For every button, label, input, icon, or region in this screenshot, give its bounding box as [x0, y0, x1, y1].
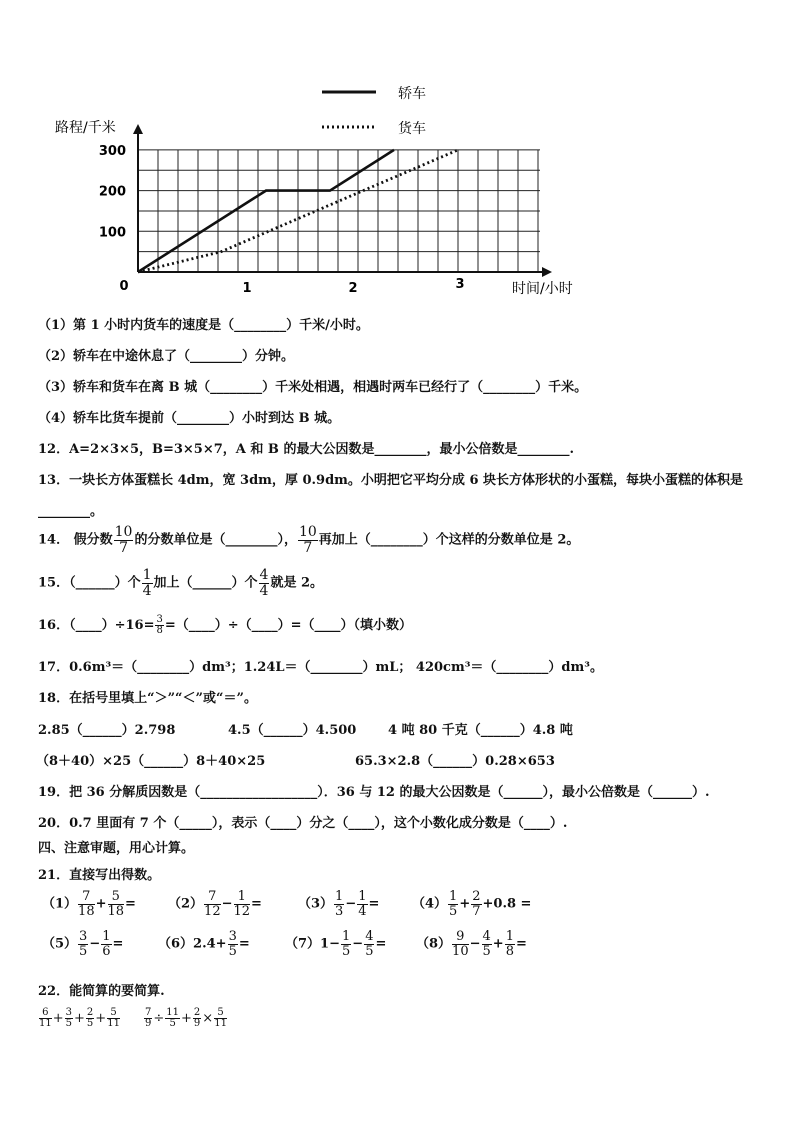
q14-text-c: 再加上（________）个这样的分数单位是 2。: [318, 532, 580, 548]
q14-text-b: 的分数单位是（________），: [134, 532, 297, 548]
q11-part1: （1）第 1 小时内货车的速度是（________）千米/小时。: [38, 318, 369, 333]
q14-fraction-2: $\frac{10}{7}$: [298, 524, 317, 556]
q16-text-b: =（____）÷（____）=（____）（填小数）: [164, 618, 413, 633]
question-16: [38, 614, 412, 636]
question-21-title: 21．直接写出得数。: [38, 868, 161, 883]
q15-fraction-2: $\frac{4}{4}$: [259, 567, 269, 599]
q18-row2-item2: 65.3×2.8（______）0.28×653: [355, 754, 555, 769]
q15-text-a: 15．（______）个: [38, 575, 141, 591]
y-tick-label: 200: [98, 184, 126, 200]
question-13-line2: ________。: [38, 504, 104, 519]
q15-text-b: 加上（______）个: [153, 575, 258, 591]
question-13-line1: 13．一块长方体蛋糕长 4dm，宽 3dm，厚 0.9dm。小明把它平均分成 6 块长方体形状的小蛋糕，每块小蛋糕的体积是: [38, 473, 744, 488]
chart-axes: [133, 124, 552, 277]
q21-item-7: （7）1− $\frac{1}{5}$ − $\frac{4}{5}$ =: [285, 929, 387, 959]
q21-item-8: （8） $\frac{9}{10}$ − $\frac{4}{5}$ + $\frac{1}{8}$ =: [416, 929, 527, 959]
y-tick-label: 300: [98, 143, 126, 159]
q11-part2: （2）轿车在中途休息了（________）分钟。: [38, 349, 295, 364]
distance-time-chart: [0, 0, 794, 310]
question-15: [38, 568, 323, 598]
q11-part3: （3）轿车和货车在离 B 城（________）千米处相遇，相遇时两车已经行了（________）千米。: [38, 380, 588, 395]
q21-item-1: （1） $\frac{7}{18}$ + $\frac{5}{18}$ =: [42, 889, 136, 919]
q22-expression-2: $\frac{7}{9}$ ÷ $\frac{11}{5}$ + $\frac{2}{9}$ × $\frac{5}{11}$: [145, 1007, 227, 1029]
y-axis-arrow: [133, 124, 143, 134]
question-19: 19．把 36 分解质因数是（__________________）．36 与 12 的最大公因数是（______），最小公倍数是（______）.: [38, 785, 710, 800]
q16-fraction: $\frac{3}{8}$: [156, 614, 163, 636]
q15-fraction-1: $\frac{1}{4}$: [142, 567, 152, 599]
legend-label-car: 轿车: [398, 86, 426, 102]
q21-item-4: （4） $\frac{1}{5}$ + $\frac{2}{7}$ +0.8 =: [412, 889, 532, 919]
q15-text-c: 就是 2。: [270, 575, 324, 591]
question-14: [38, 525, 579, 555]
q21-item-5: （5） $\frac{3}{5}$ − $\frac{1}{6}$ =: [42, 929, 124, 959]
x-axis-arrow: [542, 267, 552, 277]
q11-part4: （4）轿车比货车提前（________）小时到达 B 城。: [38, 411, 341, 426]
q18-row1-item2: 4.5（______）4.500: [228, 723, 357, 738]
q21-item-2: （2） $\frac{7}{12}$ − $\frac{1}{12}$ =: [168, 889, 262, 919]
section-4-heading: 四、注意审题，用心计算。: [38, 841, 195, 856]
x-tick-label: 1: [242, 281, 252, 296]
legend-label-truck: 货车: [398, 121, 426, 137]
chart-grid: [138, 150, 540, 272]
q21-item-3: （3） $\frac{1}{3}$ − $\frac{1}{4}$ =: [298, 889, 380, 919]
question-22-title: 22．能简算的要简算.: [38, 984, 165, 999]
x-tick-label: 3: [455, 277, 465, 292]
question-20: 20．0.7 里面有 7 个（_____），表示（____）分之（____），这个小数化成分数是（____）.: [38, 816, 568, 831]
chart-tick-labels: [99, 144, 465, 296]
q21-item-6: （6）2.4+ $\frac{3}{5}$ =: [158, 929, 250, 959]
q16-text-a: 16．（____）÷16=: [38, 618, 155, 633]
q18-row1-item1: 2.85（______）2.798: [38, 723, 176, 738]
question-12: 12．A=2×3×5，B=3×5×7，A 和 B 的最大公因数是________，最小公倍数是________.: [38, 442, 574, 457]
question-17: 17．0.6m³＝（________）dm³；1.24L＝（________）mL； 420cm³＝（________）dm³。: [38, 660, 603, 675]
y-tick-label: 100: [98, 225, 126, 241]
x-tick-label: 2: [348, 281, 358, 296]
q18-row1-item3: 4 吨 80 千克（______）4.8 吨: [388, 723, 573, 738]
q14-text-a: 14． 假分数: [38, 532, 113, 548]
x-tick-label: 0: [119, 279, 129, 294]
q18-row2-item1: （8＋40）×25（______）8＋40×25: [36, 754, 266, 769]
question-18-title: 18．在括号里填上“＞”“＜”或“＝”。: [38, 691, 257, 706]
y-axis-label: 路程/千米: [55, 120, 116, 136]
x-axis-label: 时间/小时: [512, 281, 573, 297]
q22-expression-1: $\frac{6}{11}$ + $\frac{3}{5}$ + $\frac{2}{5}$ + $\frac{5}{11}$: [39, 1007, 120, 1029]
q14-fraction-1: $\frac{10}{7}$: [114, 524, 133, 556]
